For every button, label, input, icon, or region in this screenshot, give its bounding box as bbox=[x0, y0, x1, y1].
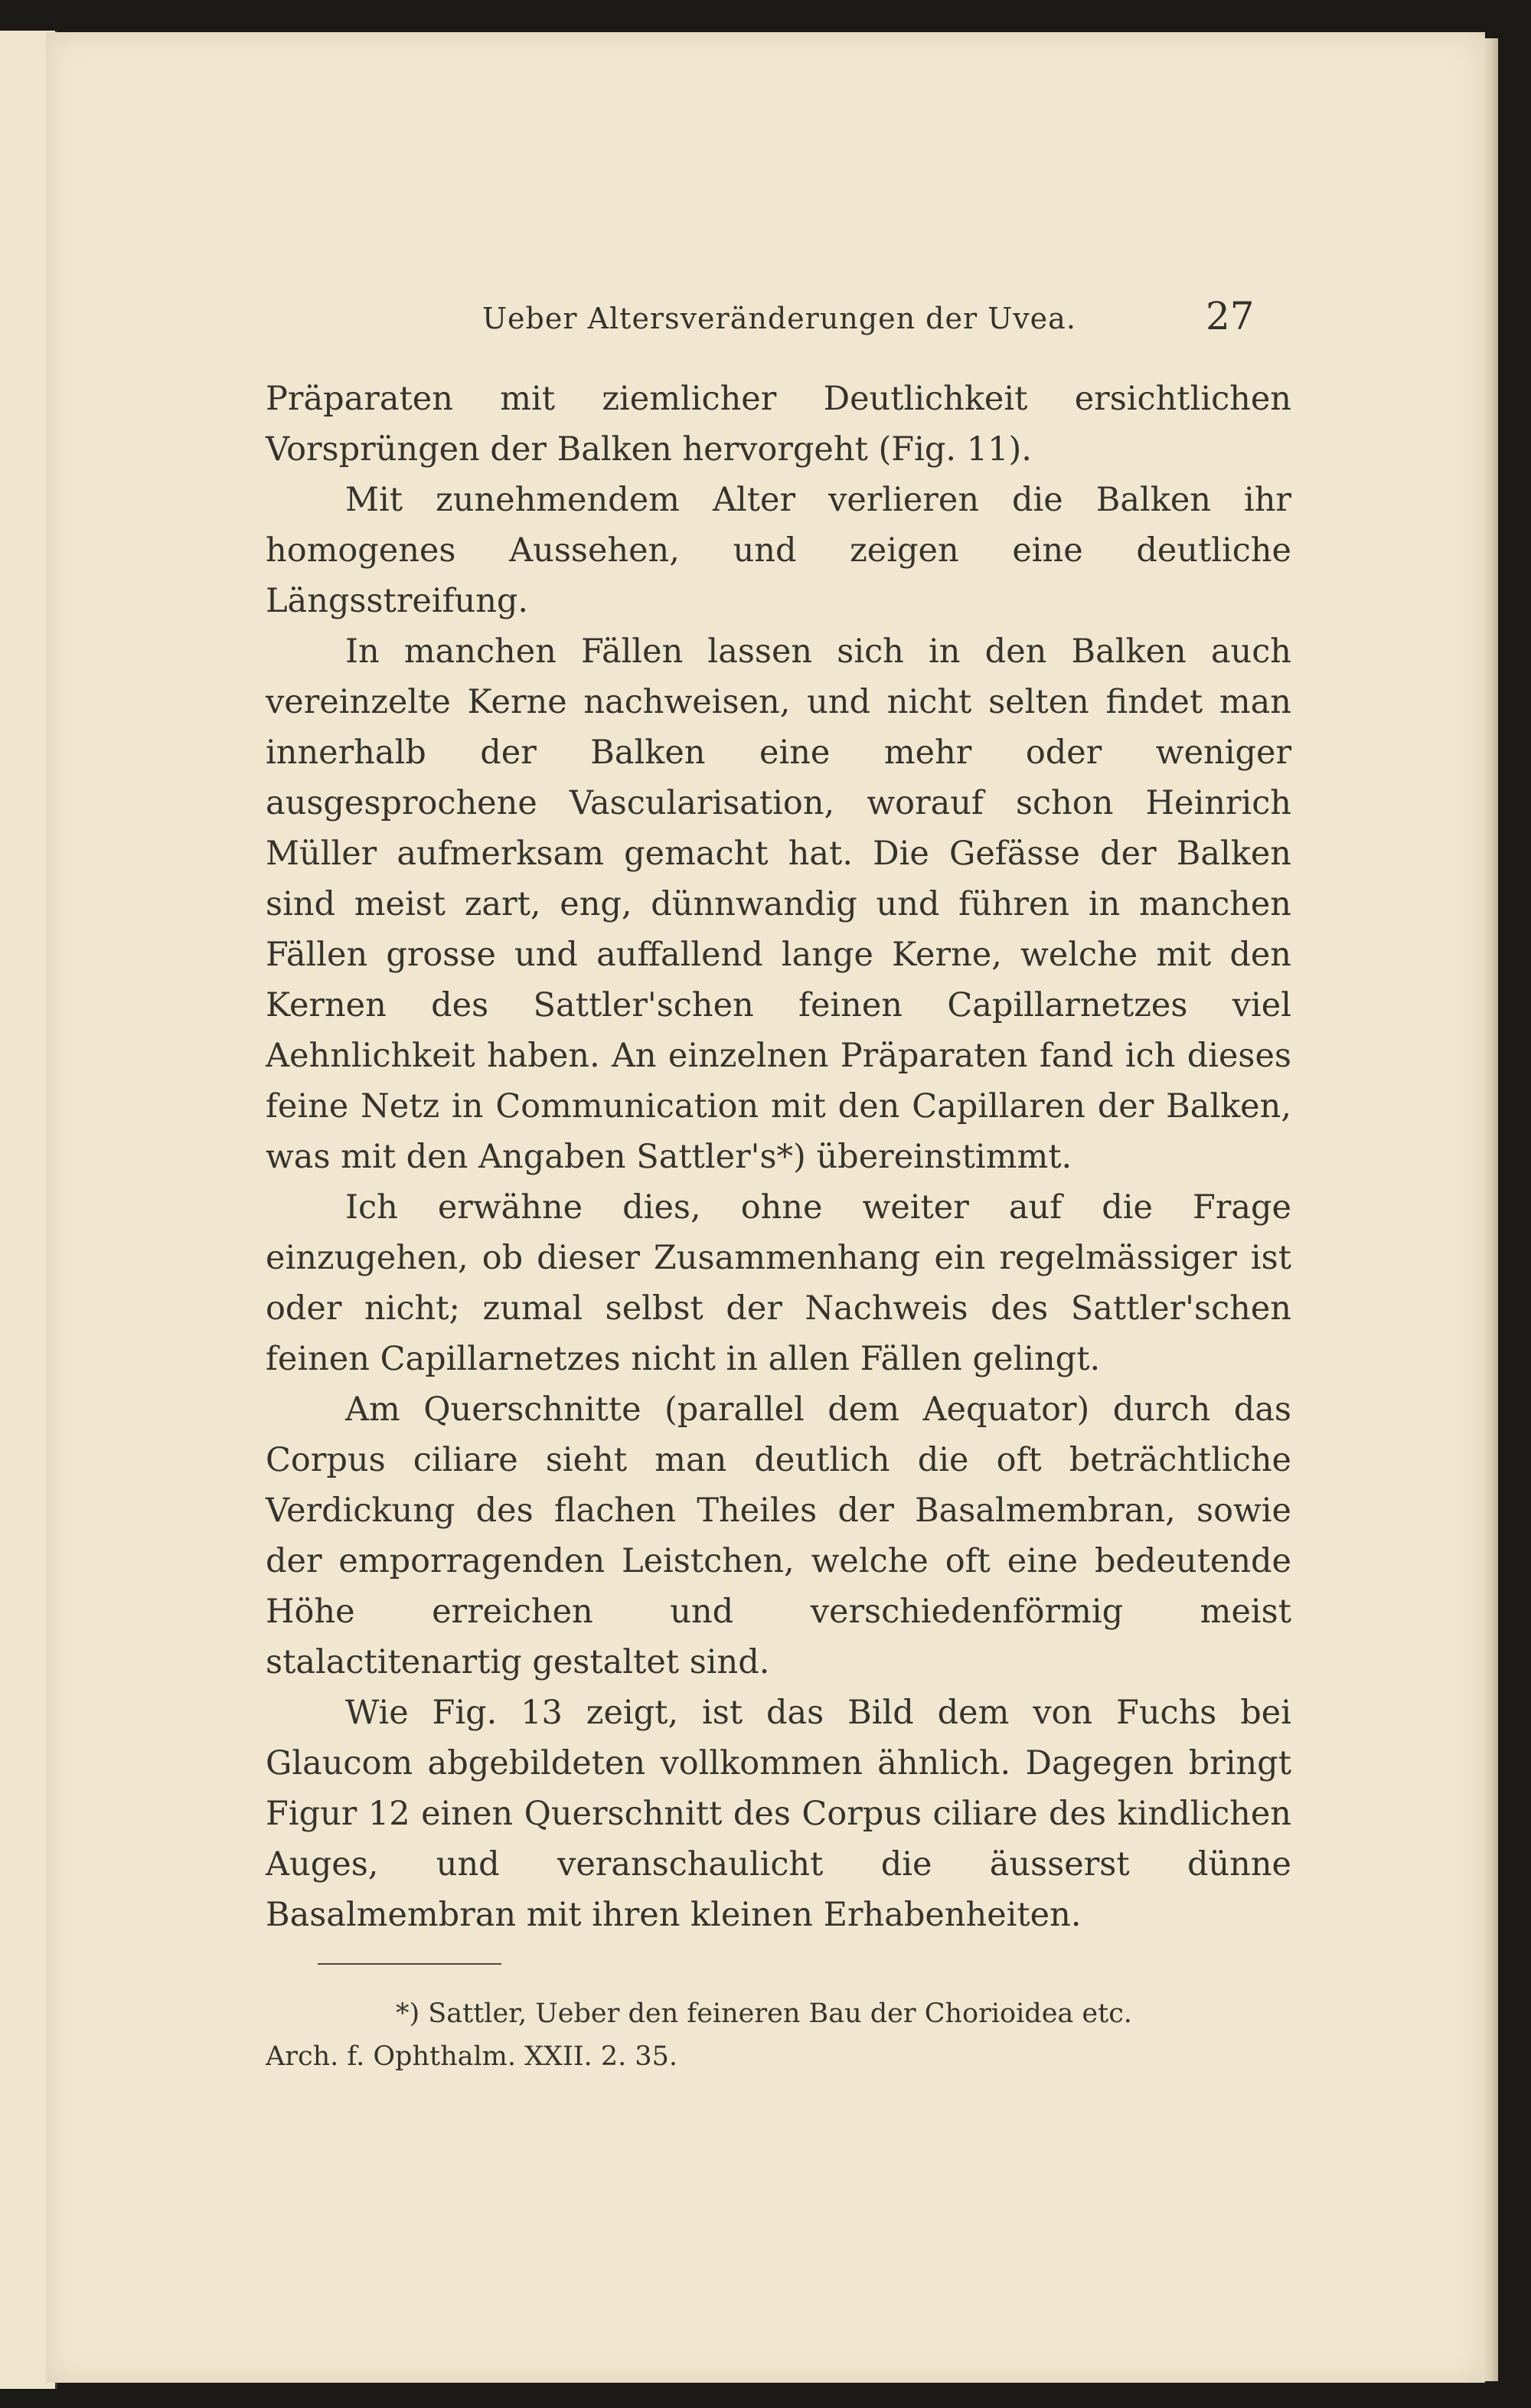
body-text bbox=[266, 374, 1291, 1940]
paragraph-5: Am Querschnitte (parallel dem Aequator) durch das Corpus ciliare sieht man deutlich die oft beträchtliche Verdickung des flachen Theiles der Basalmembran, sowie der emporragenden Leistchen, welche oft eine bedeutende Höhe erreichen und verschiedenförmig meist stalactitenartig gestaltet sind. bbox=[266, 1390, 1291, 1681]
footnote-divider bbox=[318, 1963, 501, 1965]
paragraph-4: Ich erwähne dies, ohne weiter auf die Frage einzugehen, ob dieser Zusammenhang ein regelmässiger ist oder nicht; zumal selbst der Nachweis des Sattler'schen feinen Capillarnetzes nicht in allen Fällen gelingt. bbox=[266, 1188, 1291, 1378]
paragraph-3: In manchen Fällen lassen sich in den Balken auch vereinzelte Kerne nachweisen, und nicht selten findet man innerhalb der Balken eine mehr oder weniger ausgesprochene Vascularisation, worauf schon Heinrich Müller aufmerksam gemacht hat. Die Gefässe der Balken sind meist zart, eng, dünnwandig und führen in manchen Fällen grosse und auffallend lange Kerne, welche mit den Kernen des Sattler'schen feinen Capillarnetzes viel Aehnlichkeit haben. An einzelnen Präparaten fand ich dieses feine Netz in Communication mit den Capillaren der Balken, was mit den Angaben Sattler's*) übereinstimmt. bbox=[266, 632, 1291, 1176]
page-number: 27 bbox=[1206, 294, 1255, 338]
footnote-line-1: *) Sattler, Ueber den feineren Bau der Chorioidea etc. bbox=[396, 1998, 1132, 2029]
footnote-line-2: Arch. f. Ophthalm. XXII. 2. 35. bbox=[266, 2041, 678, 2072]
running-title: Ueber Altersveränderungen der Uvea. bbox=[482, 302, 1076, 335]
page-header bbox=[46, 292, 1485, 338]
book-page bbox=[46, 32, 1485, 2383]
footnote bbox=[266, 1992, 1307, 2078]
paragraph-6: Wie Fig. 13 zeigt, ist das Bild dem von Fuchs bei Glaucom abgebildeten vollkommen ähnlich. Dagegen bringt Figur 12 einen Querschnitt des Corpus ciliare des kindlichen Auges, und veranschaulicht die äusserst dünne Basalmembran mit ihren kleinen Erhabenheiten. bbox=[266, 1694, 1291, 1934]
paragraph-2: Mit zunehmendem Alter verlieren die Balken ihr homogenes Aussehen, und zeigen eine deutliche Längsstreifung. bbox=[266, 481, 1291, 620]
paragraph-1: Präparaten mit ziemlicher Deutlichkeit ersichtlichen Vorsprüngen der Balken hervorgeht (Fig. 11). bbox=[266, 380, 1291, 469]
page-stack-edge bbox=[1481, 38, 1498, 2381]
